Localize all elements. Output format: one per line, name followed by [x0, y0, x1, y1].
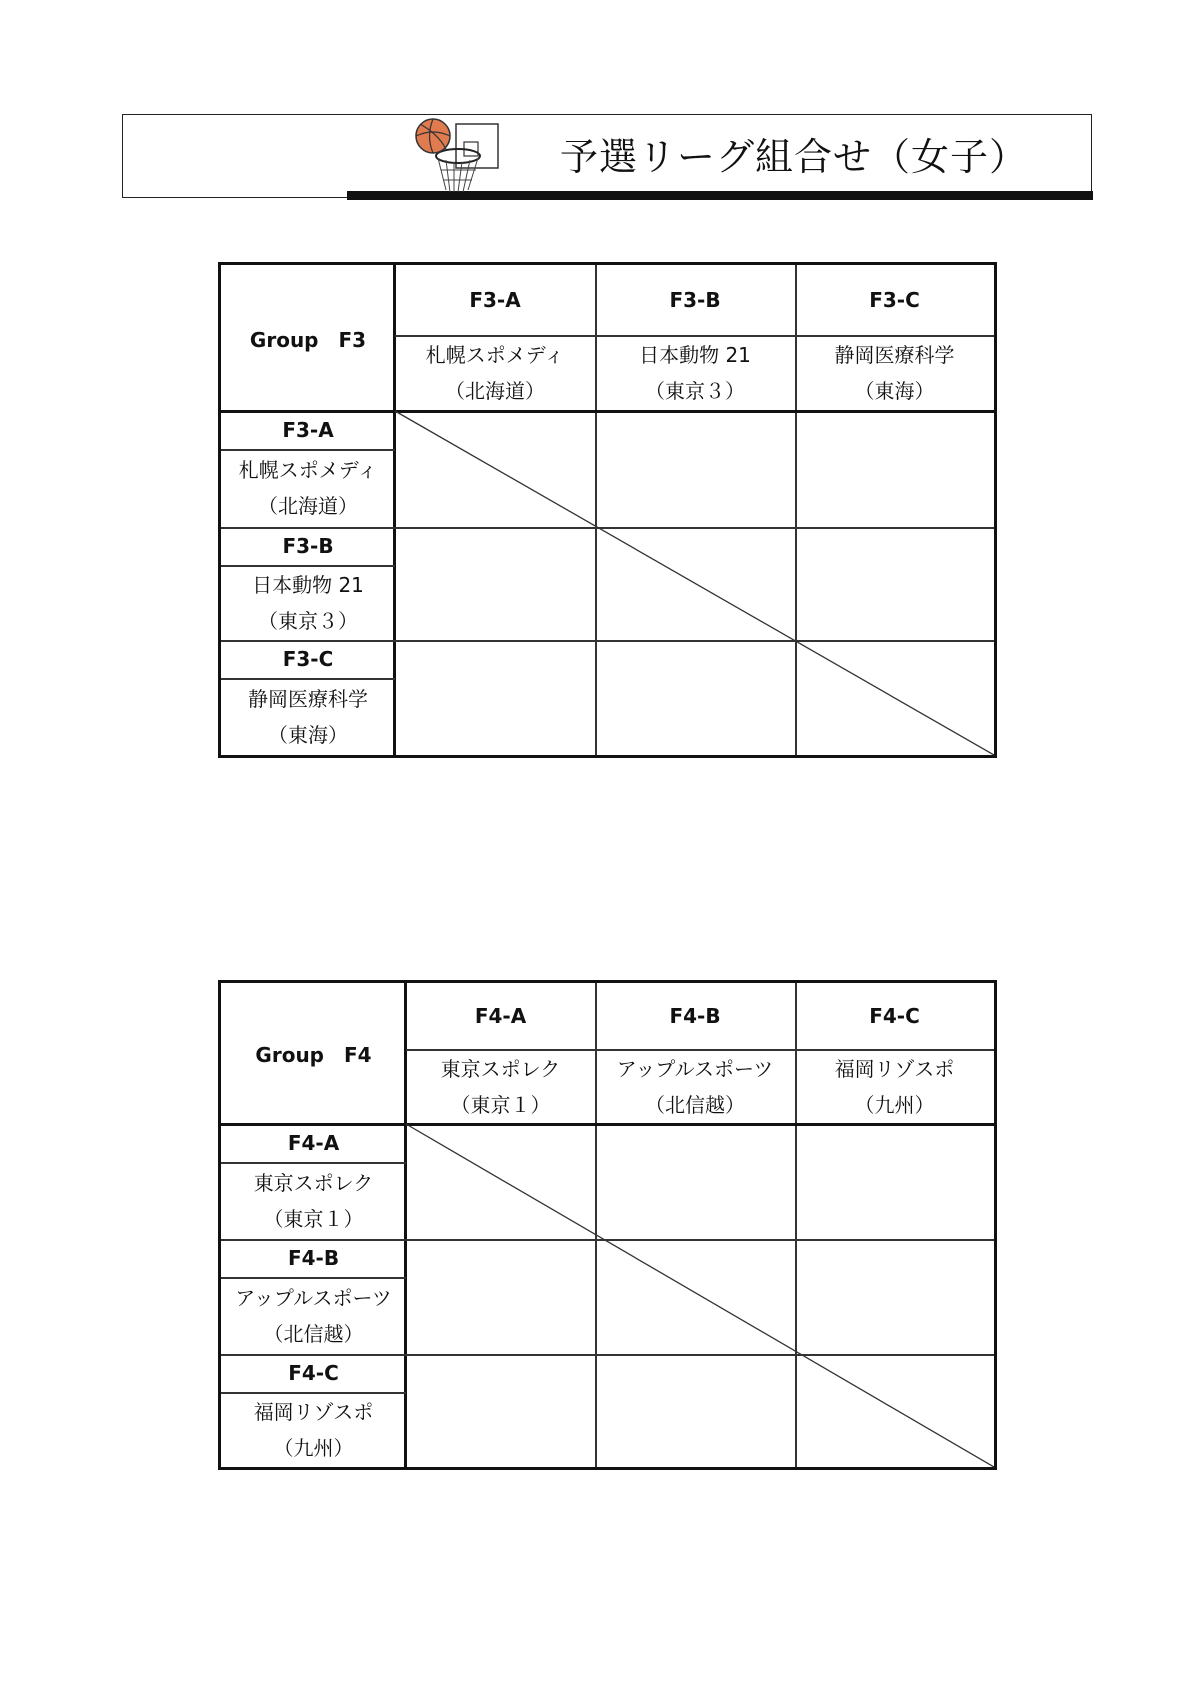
team-region: （九州）	[273, 1435, 354, 1460]
team-name: 札幌スポメディ	[238, 458, 378, 482]
column-team	[595, 335, 795, 411]
row-code: F3-A	[282, 418, 334, 442]
grid-line	[221, 565, 395, 567]
basketball-hoop-icon	[408, 114, 508, 196]
row-team	[221, 1392, 406, 1467]
grid-line	[595, 265, 597, 755]
row-team	[221, 1162, 406, 1239]
row-team	[221, 565, 395, 640]
team-region: （北信越）	[645, 1092, 745, 1117]
team-region: （東京１）	[263, 1206, 364, 1231]
team-name: 静岡医療科学	[834, 343, 955, 367]
column-team	[406, 1049, 595, 1124]
column-team	[595, 1049, 795, 1124]
row-team	[221, 449, 395, 527]
team-name: 福岡リゾスポ	[834, 1056, 955, 1081]
grid-line	[795, 265, 797, 755]
grid-line	[221, 1392, 406, 1394]
group-label: Group F3	[249, 327, 367, 352]
group-f3-table	[218, 262, 997, 758]
team-name: 東京スポレク	[440, 1056, 561, 1081]
grid-line	[595, 983, 597, 1467]
team-region: （東京３）	[645, 379, 745, 403]
group-label: Group F4	[255, 1043, 372, 1067]
team-name: 日本動物 21	[639, 343, 751, 367]
row-code: F4-B	[287, 1246, 340, 1270]
column-code: F3-C	[869, 288, 920, 312]
column-team	[395, 335, 595, 411]
row-code: F3-C	[282, 647, 334, 671]
team-region: （東京３）	[258, 608, 358, 633]
team-region: （東海）	[268, 722, 348, 747]
column-code: F4-B	[669, 1004, 721, 1028]
team-region: （九州）	[854, 1092, 935, 1117]
row-code: F4-A	[287, 1131, 340, 1155]
grid-line	[221, 1354, 994, 1356]
team-name: 静岡医療科学	[248, 686, 368, 711]
grid-line	[404, 983, 407, 1467]
grid-line	[221, 449, 395, 451]
team-name: アップルスポーツ	[616, 1056, 774, 1081]
column-team	[795, 335, 994, 411]
group-f4-table	[218, 980, 997, 1470]
grid-line	[221, 678, 395, 680]
grid-line	[406, 1049, 994, 1051]
grid-line	[221, 1162, 406, 1164]
grid-line	[221, 1277, 406, 1279]
team-name: 福岡リゾスポ	[253, 1399, 374, 1424]
team-region: （東京１）	[450, 1092, 551, 1117]
row-code: F3-B	[282, 534, 334, 558]
grid-line	[395, 335, 994, 337]
row-team	[221, 1277, 406, 1354]
grid-line	[221, 1239, 994, 1241]
team-region: （東海）	[854, 379, 935, 403]
grid-line	[795, 983, 797, 1467]
team-region: （北信越）	[263, 1321, 364, 1346]
grid-line	[221, 410, 994, 413]
team-region: （北海道）	[258, 494, 358, 518]
column-code: F4-C	[869, 1004, 920, 1028]
column-code: F3-B	[669, 288, 721, 312]
grid-line	[221, 1123, 994, 1126]
team-name: 東京スポレク	[253, 1170, 374, 1195]
team-name: アップルスポーツ	[235, 1285, 392, 1310]
grid-line	[393, 265, 396, 755]
row-team	[221, 678, 395, 755]
row-code: F4-C	[288, 1361, 339, 1385]
column-team	[795, 1049, 994, 1124]
column-code: F4-A	[474, 1004, 527, 1028]
page-title: 予選リーグ組合せ（女子）	[560, 135, 1029, 179]
grid-line	[221, 640, 994, 642]
team-name: 札幌スポメディ	[425, 343, 565, 367]
column-code: F3-A	[469, 288, 521, 312]
team-region: （北海道）	[445, 379, 545, 403]
grid-line	[221, 527, 994, 529]
team-name: 日本動物 21	[252, 572, 364, 597]
